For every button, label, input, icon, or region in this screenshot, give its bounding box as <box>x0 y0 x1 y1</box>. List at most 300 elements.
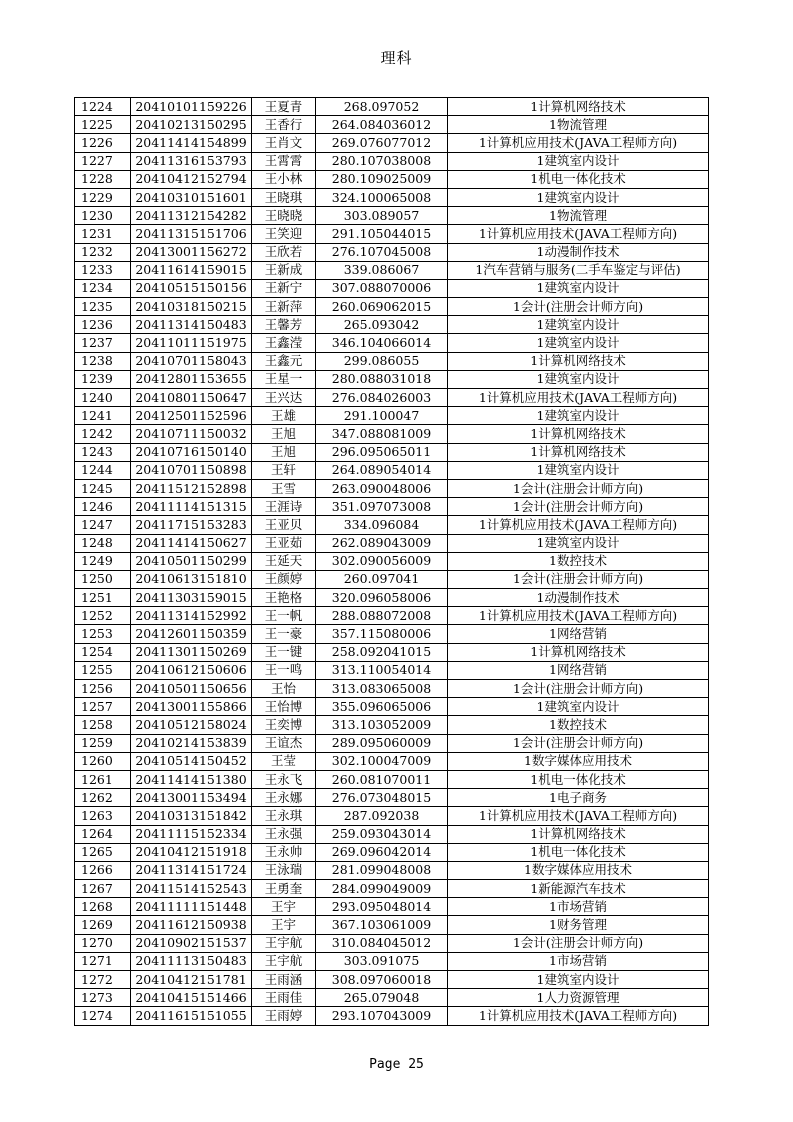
score-cell: 303.091075 <box>316 952 448 970</box>
table-row <box>75 116 709 134</box>
major-cell: 1数控技术 <box>448 716 709 734</box>
page-title: 理科 <box>380 49 413 67</box>
major-cell: 1机电一体化技术 <box>448 770 709 788</box>
table-row <box>75 479 709 497</box>
score-cell: 324.100065008 <box>316 188 448 206</box>
name-cell: 王欣若 <box>252 243 316 261</box>
candidate-id-cell: 20412501152596 <box>131 407 252 425</box>
major-cell: 1市场营销 <box>448 898 709 916</box>
score-cell: 268.097052 <box>316 98 448 116</box>
name-cell: 王勇奎 <box>252 880 316 898</box>
candidate-id-cell: 20411414151380 <box>131 770 252 788</box>
table-row <box>75 589 709 607</box>
table-row <box>75 770 709 788</box>
table-row <box>75 243 709 261</box>
major-cell: 1建筑室内设计 <box>448 407 709 425</box>
candidate-id-cell: 20410415151466 <box>131 989 252 1007</box>
major-cell: 1计算机应用技术(JAVA工程师方向) <box>448 389 709 407</box>
score-cell: 269.076077012 <box>316 134 448 152</box>
major-cell: 1会计(注册会计师方向) <box>448 479 709 497</box>
candidate-id-cell: 20410902151537 <box>131 934 252 952</box>
table-row <box>75 716 709 734</box>
row-number-cell: 1268 <box>75 898 131 916</box>
score-cell: 320.096058006 <box>316 589 448 607</box>
score-cell: 262.089043009 <box>316 534 448 552</box>
major-cell: 1建筑室内设计 <box>448 461 709 479</box>
score-cell: 296.095065011 <box>316 443 448 461</box>
candidate-id-cell: 20410514150452 <box>131 752 252 770</box>
major-cell: 1计算机网络技术 <box>448 352 709 370</box>
table-row <box>75 134 709 152</box>
table-row <box>75 389 709 407</box>
candidate-id-cell: 20411111151448 <box>131 898 252 916</box>
name-cell: 王一鸣 <box>252 661 316 679</box>
name-cell: 王小林 <box>252 170 316 188</box>
table-row <box>75 152 709 170</box>
score-cell: 346.104066014 <box>316 334 448 352</box>
table-row <box>75 625 709 643</box>
table-row <box>75 534 709 552</box>
score-cell: 355.096065006 <box>316 698 448 716</box>
score-cell: 339.086067 <box>316 261 448 279</box>
candidate-id-cell: 20413001156272 <box>131 243 252 261</box>
candidate-id-cell: 20410501150656 <box>131 680 252 698</box>
score-cell: 264.089054014 <box>316 461 448 479</box>
name-cell: 王亚茹 <box>252 534 316 552</box>
table-row <box>75 443 709 461</box>
major-cell: 1数字媒体应用技术 <box>448 861 709 879</box>
table-row <box>75 316 709 334</box>
name-cell: 王兴达 <box>252 389 316 407</box>
row-number-cell: 1262 <box>75 789 131 807</box>
name-cell: 王宇 <box>252 898 316 916</box>
name-cell: 王雄 <box>252 407 316 425</box>
row-number-cell: 1247 <box>75 516 131 534</box>
score-cell: 264.084036012 <box>316 116 448 134</box>
score-cell: 357.115080006 <box>316 625 448 643</box>
table-row <box>75 643 709 661</box>
major-cell: 1计算机应用技术(JAVA工程师方向) <box>448 607 709 625</box>
name-cell: 王星一 <box>252 370 316 388</box>
major-cell: 1建筑室内设计 <box>448 971 709 989</box>
score-cell: 260.081070011 <box>316 770 448 788</box>
major-cell: 1动漫制作技术 <box>448 589 709 607</box>
row-number-cell: 1254 <box>75 643 131 661</box>
table-row <box>75 880 709 898</box>
table-row <box>75 680 709 698</box>
candidate-id-cell: 20412601150359 <box>131 625 252 643</box>
candidate-id-cell: 20410101159226 <box>131 98 252 116</box>
table-row <box>75 552 709 570</box>
major-cell: 1建筑室内设计 <box>448 188 709 206</box>
score-cell: 313.083065008 <box>316 680 448 698</box>
candidate-id-cell: 20411011151975 <box>131 334 252 352</box>
name-cell: 王鑫元 <box>252 352 316 370</box>
score-cell: 276.084026003 <box>316 389 448 407</box>
score-cell: 265.079048 <box>316 989 448 1007</box>
candidate-id-cell: 20411514152543 <box>131 880 252 898</box>
score-cell: 258.092041015 <box>316 643 448 661</box>
major-cell: 1计算机应用技术(JAVA工程师方向) <box>448 1007 709 1025</box>
row-number-cell: 1265 <box>75 843 131 861</box>
candidate-id-cell: 20411114151315 <box>131 498 252 516</box>
row-number-cell: 1264 <box>75 825 131 843</box>
row-number-cell: 1274 <box>75 1007 131 1025</box>
table-row <box>75 607 709 625</box>
name-cell: 王肖文 <box>252 134 316 152</box>
name-cell: 王亚贝 <box>252 516 316 534</box>
major-cell: 1机电一体化技术 <box>448 843 709 861</box>
major-cell: 1建筑室内设计 <box>448 152 709 170</box>
table-row <box>75 370 709 388</box>
major-cell: 1市场营销 <box>448 952 709 970</box>
row-number-cell: 1246 <box>75 498 131 516</box>
major-cell: 1计算机网络技术 <box>448 643 709 661</box>
score-cell: 302.100047009 <box>316 752 448 770</box>
major-cell: 1会计(注册会计师方向) <box>448 298 709 316</box>
row-number-cell: 1241 <box>75 407 131 425</box>
row-number-cell: 1269 <box>75 916 131 934</box>
major-cell: 1物流管理 <box>448 116 709 134</box>
score-cell: 276.107045008 <box>316 243 448 261</box>
table-row <box>75 225 709 243</box>
name-cell: 王晓晓 <box>252 207 316 225</box>
candidate-id-cell: 20411612150938 <box>131 916 252 934</box>
row-number-cell: 1267 <box>75 880 131 898</box>
table-row <box>75 734 709 752</box>
name-cell: 王一键 <box>252 643 316 661</box>
name-cell: 王涯诗 <box>252 498 316 516</box>
major-cell: 1新能源汽车技术 <box>448 880 709 898</box>
table-row <box>75 279 709 297</box>
table-row <box>75 352 709 370</box>
row-number-cell: 1231 <box>75 225 131 243</box>
row-number-cell: 1261 <box>75 770 131 788</box>
table-row <box>75 261 709 279</box>
row-number-cell: 1256 <box>75 680 131 698</box>
table-row <box>75 570 709 588</box>
name-cell: 王旭 <box>252 425 316 443</box>
table-row <box>75 861 709 879</box>
table-row <box>75 407 709 425</box>
candidate-id-cell: 20411615151055 <box>131 1007 252 1025</box>
row-number-cell: 1243 <box>75 443 131 461</box>
candidate-id-cell: 20410612150606 <box>131 661 252 679</box>
candidate-id-cell: 20410716150140 <box>131 443 252 461</box>
name-cell: 王永强 <box>252 825 316 843</box>
candidate-id-cell: 20411512152898 <box>131 479 252 497</box>
candidate-id-cell: 20410412151918 <box>131 843 252 861</box>
name-cell: 王新宁 <box>252 279 316 297</box>
major-cell: 1物流管理 <box>448 207 709 225</box>
name-cell: 王永琪 <box>252 807 316 825</box>
row-number-cell: 1252 <box>75 607 131 625</box>
table-row <box>75 752 709 770</box>
table-row <box>75 952 709 970</box>
row-number-cell: 1272 <box>75 971 131 989</box>
candidate-id-cell: 20411715153283 <box>131 516 252 534</box>
row-number-cell: 1230 <box>75 207 131 225</box>
candidate-id-cell: 20411414154899 <box>131 134 252 152</box>
score-cell: 291.105044015 <box>316 225 448 243</box>
table-row <box>75 461 709 479</box>
name-cell: 王新萍 <box>252 298 316 316</box>
row-number-cell: 1236 <box>75 316 131 334</box>
major-cell: 1会计(注册会计师方向) <box>448 934 709 952</box>
major-cell: 1计算机网络技术 <box>448 825 709 843</box>
candidate-id-cell: 20410613151810 <box>131 570 252 588</box>
table-row <box>75 425 709 443</box>
table-row <box>75 188 709 206</box>
name-cell: 王莹 <box>252 752 316 770</box>
table-row <box>75 807 709 825</box>
major-cell: 1计算机应用技术(JAVA工程师方向) <box>448 134 709 152</box>
major-cell: 1动漫制作技术 <box>448 243 709 261</box>
major-cell: 1会计(注册会计师方向) <box>448 680 709 698</box>
name-cell: 王怡 <box>252 680 316 698</box>
table-row <box>75 789 709 807</box>
row-number-cell: 1258 <box>75 716 131 734</box>
major-cell: 1网络营销 <box>448 625 709 643</box>
name-cell: 王永娜 <box>252 789 316 807</box>
name-cell: 王永飞 <box>252 770 316 788</box>
score-cell: 293.107043009 <box>316 1007 448 1025</box>
score-cell: 310.084045012 <box>316 934 448 952</box>
row-number-cell: 1263 <box>75 807 131 825</box>
name-cell: 王夏青 <box>252 98 316 116</box>
score-cell: 287.092038 <box>316 807 448 825</box>
candidate-id-cell: 20411316153793 <box>131 152 252 170</box>
name-cell: 王雨佳 <box>252 989 316 1007</box>
candidate-id-cell: 20410412151781 <box>131 971 252 989</box>
major-cell: 1财务管理 <box>448 916 709 934</box>
row-number-cell: 1244 <box>75 461 131 479</box>
row-number-cell: 1271 <box>75 952 131 970</box>
row-number-cell: 1232 <box>75 243 131 261</box>
major-cell: 1机电一体化技术 <box>448 170 709 188</box>
row-number-cell: 1235 <box>75 298 131 316</box>
table-row <box>75 825 709 843</box>
name-cell: 王旭 <box>252 443 316 461</box>
admission-table <box>74 97 709 1026</box>
name-cell: 王新成 <box>252 261 316 279</box>
major-cell: 1建筑室内设计 <box>448 316 709 334</box>
name-cell: 王宇航 <box>252 934 316 952</box>
row-number-cell: 1260 <box>75 752 131 770</box>
name-cell: 王艳格 <box>252 589 316 607</box>
score-cell: 280.088031018 <box>316 370 448 388</box>
score-cell: 265.093042 <box>316 316 448 334</box>
name-cell: 王奕博 <box>252 716 316 734</box>
candidate-id-cell: 20410412152794 <box>131 170 252 188</box>
table-row <box>75 498 709 516</box>
table-row <box>75 898 709 916</box>
candidate-id-cell: 20411314150483 <box>131 316 252 334</box>
table-row <box>75 207 709 225</box>
score-cell: 351.097073008 <box>316 498 448 516</box>
score-cell: 302.090056009 <box>316 552 448 570</box>
table-row <box>75 516 709 534</box>
major-cell: 1计算机网络技术 <box>448 98 709 116</box>
score-cell: 313.110054014 <box>316 661 448 679</box>
table-row <box>75 989 709 1007</box>
name-cell: 王泳瑞 <box>252 861 316 879</box>
candidate-id-cell: 20410701158043 <box>131 352 252 370</box>
major-cell: 1计算机应用技术(JAVA工程师方向) <box>448 807 709 825</box>
name-cell: 王谊杰 <box>252 734 316 752</box>
score-cell: 313.103052009 <box>316 716 448 734</box>
major-cell: 1计算机网络技术 <box>448 443 709 461</box>
major-cell: 1人力资源管理 <box>448 989 709 1007</box>
score-cell: 281.099048008 <box>316 861 448 879</box>
candidate-id-cell: 20410711150032 <box>131 425 252 443</box>
row-number-cell: 1233 <box>75 261 131 279</box>
score-cell: 293.095048014 <box>316 898 448 916</box>
major-cell: 1会计(注册会计师方向) <box>448 570 709 588</box>
candidate-id-cell: 20410512158024 <box>131 716 252 734</box>
score-cell: 269.096042014 <box>316 843 448 861</box>
candidate-id-cell: 20410515150156 <box>131 279 252 297</box>
candidate-id-cell: 20411113150483 <box>131 952 252 970</box>
row-number-cell: 1240 <box>75 389 131 407</box>
major-cell: 1建筑室内设计 <box>448 534 709 552</box>
name-cell: 王晓琪 <box>252 188 316 206</box>
candidate-id-cell: 20411414150627 <box>131 534 252 552</box>
major-cell: 1数控技术 <box>448 552 709 570</box>
table-row <box>75 698 709 716</box>
score-cell: 307.088070006 <box>316 279 448 297</box>
name-cell: 王香行 <box>252 116 316 134</box>
candidate-id-cell: 20411614159015 <box>131 261 252 279</box>
major-cell: 1数字媒体应用技术 <box>448 752 709 770</box>
table-row <box>75 98 709 116</box>
candidate-id-cell: 20410214153839 <box>131 734 252 752</box>
table-row <box>75 661 709 679</box>
candidate-id-cell: 20410501150299 <box>131 552 252 570</box>
score-cell: 303.089057 <box>316 207 448 225</box>
candidate-id-cell: 20410313151842 <box>131 807 252 825</box>
score-cell: 299.086055 <box>316 352 448 370</box>
score-cell: 347.088081009 <box>316 425 448 443</box>
candidate-id-cell: 20410801150647 <box>131 389 252 407</box>
candidate-id-cell: 20411301150269 <box>131 643 252 661</box>
score-cell: 284.099049009 <box>316 880 448 898</box>
row-number-cell: 1273 <box>75 989 131 1007</box>
score-cell: 260.097041 <box>316 570 448 588</box>
score-cell: 334.096084 <box>316 516 448 534</box>
name-cell: 王霄霄 <box>252 152 316 170</box>
major-cell: 1电子商务 <box>448 789 709 807</box>
name-cell: 王轩 <box>252 461 316 479</box>
row-number-cell: 1257 <box>75 698 131 716</box>
row-number-cell: 1239 <box>75 370 131 388</box>
candidate-id-cell: 20410318150215 <box>131 298 252 316</box>
score-cell: 280.109025009 <box>316 170 448 188</box>
score-cell: 263.090048006 <box>316 479 448 497</box>
row-number-cell: 1248 <box>75 534 131 552</box>
score-cell: 367.103061009 <box>316 916 448 934</box>
score-cell: 288.088072008 <box>316 607 448 625</box>
candidate-id-cell: 20411312154282 <box>131 207 252 225</box>
candidate-id-cell: 20410701150898 <box>131 461 252 479</box>
row-number-cell: 1270 <box>75 934 131 952</box>
name-cell: 王宇航 <box>252 952 316 970</box>
candidate-id-cell: 20411314151724 <box>131 861 252 879</box>
major-cell: 1网络营销 <box>448 661 709 679</box>
row-number-cell: 1238 <box>75 352 131 370</box>
row-number-cell: 1253 <box>75 625 131 643</box>
name-cell: 王鑫滢 <box>252 334 316 352</box>
row-number-cell: 1266 <box>75 861 131 879</box>
name-cell: 王永帅 <box>252 843 316 861</box>
score-cell: 259.093043014 <box>316 825 448 843</box>
score-cell: 280.107038008 <box>316 152 448 170</box>
major-cell: 1会计(注册会计师方向) <box>448 734 709 752</box>
table-row <box>75 843 709 861</box>
table-row <box>75 971 709 989</box>
row-number-cell: 1229 <box>75 188 131 206</box>
major-cell: 1汽车营销与服务(二手车鉴定与评估) <box>448 261 709 279</box>
row-number-cell: 1242 <box>75 425 131 443</box>
score-cell: 276.073048015 <box>316 789 448 807</box>
score-cell: 291.100047 <box>316 407 448 425</box>
score-cell: 308.097060018 <box>316 971 448 989</box>
major-cell: 1计算机网络技术 <box>448 425 709 443</box>
major-cell: 1建筑室内设计 <box>448 279 709 297</box>
table-row <box>75 916 709 934</box>
name-cell: 王怡博 <box>252 698 316 716</box>
candidate-id-cell: 20413001153494 <box>131 789 252 807</box>
row-number-cell: 1226 <box>75 134 131 152</box>
score-cell: 289.095060009 <box>316 734 448 752</box>
candidate-id-cell: 20412801153655 <box>131 370 252 388</box>
row-number-cell: 1251 <box>75 589 131 607</box>
table-body <box>75 98 709 1026</box>
major-cell: 1会计(注册会计师方向) <box>448 498 709 516</box>
table-row <box>75 334 709 352</box>
candidate-id-cell: 20411315151706 <box>131 225 252 243</box>
name-cell: 王雨婷 <box>252 1007 316 1025</box>
table-row <box>75 298 709 316</box>
candidate-id-cell: 20411314152992 <box>131 607 252 625</box>
row-number-cell: 1225 <box>75 116 131 134</box>
name-cell: 王雪 <box>252 479 316 497</box>
major-cell: 1建筑室内设计 <box>448 370 709 388</box>
candidate-id-cell: 20411303159015 <box>131 589 252 607</box>
name-cell: 王笑迎 <box>252 225 316 243</box>
major-cell: 1建筑室内设计 <box>448 698 709 716</box>
row-number-cell: 1255 <box>75 661 131 679</box>
name-cell: 王宇 <box>252 916 316 934</box>
candidate-id-cell: 20413001155866 <box>131 698 252 716</box>
row-number-cell: 1228 <box>75 170 131 188</box>
row-number-cell: 1224 <box>75 98 131 116</box>
name-cell: 王延天 <box>252 552 316 570</box>
name-cell: 王雨涵 <box>252 971 316 989</box>
major-cell: 1计算机应用技术(JAVA工程师方向) <box>448 225 709 243</box>
score-cell: 260.069062015 <box>316 298 448 316</box>
name-cell: 王一帆 <box>252 607 316 625</box>
table-row <box>75 1007 709 1025</box>
row-number-cell: 1250 <box>75 570 131 588</box>
name-cell: 王馨芳 <box>252 316 316 334</box>
table-row <box>75 170 709 188</box>
row-number-cell: 1259 <box>75 734 131 752</box>
candidate-id-cell: 20410213150295 <box>131 116 252 134</box>
row-number-cell: 1237 <box>75 334 131 352</box>
table-row <box>75 934 709 952</box>
row-number-cell: 1249 <box>75 552 131 570</box>
